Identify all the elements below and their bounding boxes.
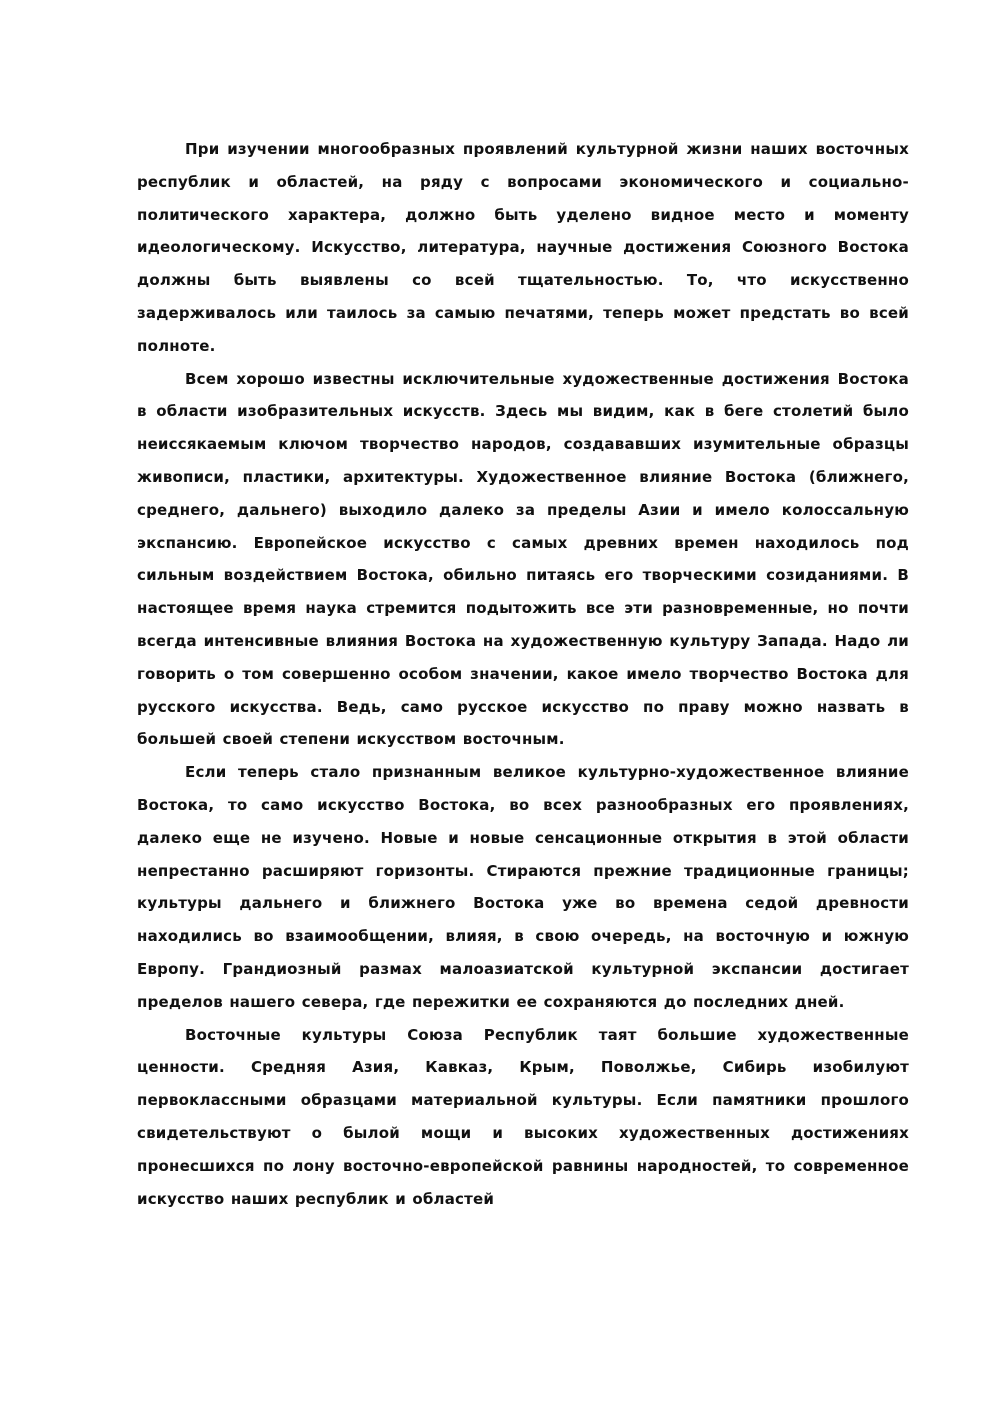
paragraph-4: Восточные культуры Союза Республик таят большие художественные ценности. Средняя Азия, Кавказ, Крым, Поволжье, Сибирь изобилуют первоклассными образцами материальной культуры. Если памятники прошлого свидетельствуют о былой мощи и высоких художественных достижениях пронесшихся по лону восточно-европейской равнины народностей, то современное искусство наших республик и областей bbox=[137, 1025, 909, 1208]
paragraph-3: Если теперь стало признанным великое культурно-художественное влияние Востока, то само искусство Востока, во всех разнообразных его проявлениях, далеко еще не изучено. Новые и новые сенсационные открытия в этой области непрестанно расширяют горизонты. Стираются прежние традиционные границы; культуры дальнего и ближнего Востока уже во времена седой древности находились во взаимообщении, влияя, в свою очередь, на восточную и южную Европу. Грандиозный размах малоазиатской культурной экспансии достигает пределов нашего севера, где пережитки ее сохраняются до последних дней. bbox=[137, 763, 909, 1011]
paragraph-2: Всем хорошо известны исключительные художественные достижения Востока в области изобразительных искусств. Здесь мы видим, как в беге столетий было неиссякаемым ключом творчество народов, создававших изумительные образцы живописи, пластики, архитектуры. Художественное влияние Востока (ближнего, среднего, дальнего) выходило далеко за пределы Азии и имело колоссальную экспансию. Европейское искусство с самых древних времен находилось под сильным воздействием Востока, обильно питаясь его творческими созиданиями. В настоящее время наука стремится подытожить все эти разновременные, но почти всегда интенсивные влияния Востока на художественную культуру Запада. Надо ли говорить о том совершенно особом значении, какое имело творчество Востока для русского искусства. Ведь, само русское искусство по праву можно назвать в большей своей степени искусством восточным. bbox=[137, 369, 909, 749]
paragraph-1: При изучении многообразных проявлений культурной жизни наших восточных республик и областей, на ряду с вопросами экономического и социально-политического характера, должно быть уделено видное место и моменту идеологическому. Искусство, литература, научные достижения Союзного Востока должны быть выявлены со всей тщательностью. То, что искусственно задерживалось или таилось за самыю печатями, теперь может предстать во всей полноте. bbox=[137, 140, 909, 355]
document-body bbox=[137, 133, 909, 1215]
